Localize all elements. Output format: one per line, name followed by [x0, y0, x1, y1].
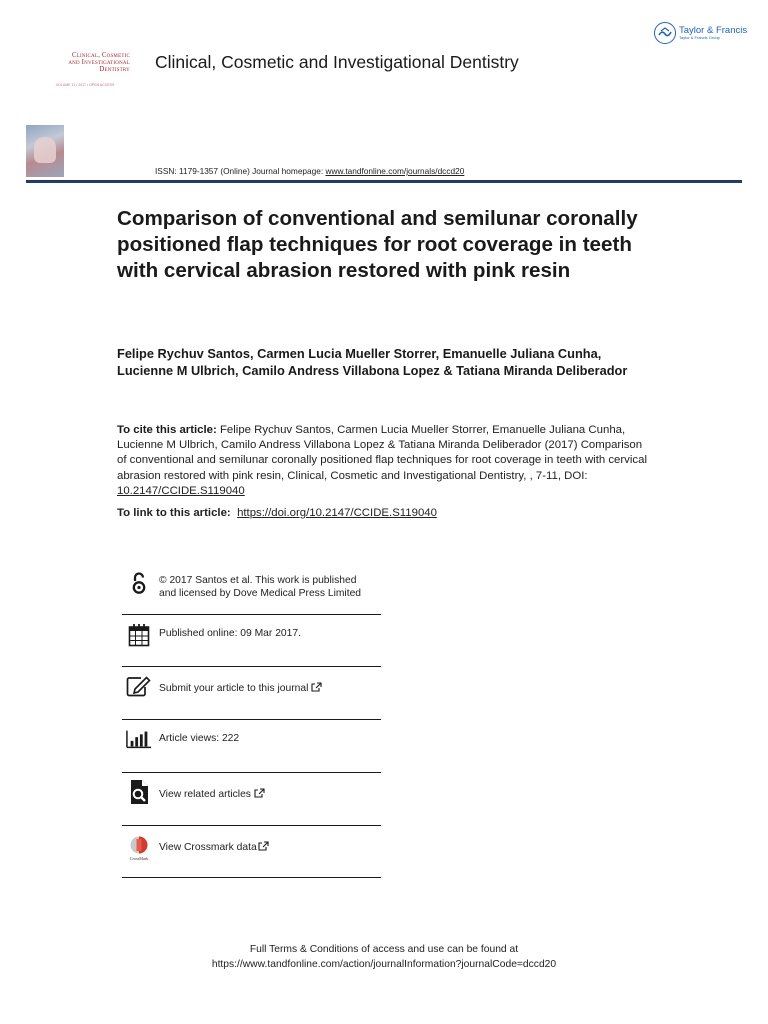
journal-logo-line1: Clinical, Cosmetic [71, 52, 130, 59]
citation-doi-link[interactable]: 10.2147/CCIDE.S119040 [117, 484, 245, 497]
journal-logo-subtitle: VOLUME 11 • 2017 • OPEN ACCESS [55, 83, 115, 88]
footer [0, 942, 768, 972]
published-date: Published online: 09 Mar 2017. [159, 628, 301, 639]
divider [122, 772, 381, 773]
calendar-icon [126, 623, 152, 647]
journal-logo-line2: and Investigational [68, 59, 130, 67]
citation-label: To cite this article: [117, 424, 217, 436]
footer-terms-link[interactable]: https://www.tandfonline.com/action/journalInformation?journalCode=dccd20 [211, 959, 557, 970]
article-doi-link[interactable]: https://doi.org/10.2147/CCIDE.S119040 [237, 507, 437, 519]
published-row [122, 620, 381, 650]
publisher-logo[interactable] [654, 22, 747, 44]
tooth-image [34, 137, 56, 163]
license-row[interactable] [122, 568, 381, 604]
crossmark-link[interactable]: View Crossmark data [159, 842, 257, 853]
crossmark-icon [126, 835, 152, 861]
divider [122, 825, 381, 826]
journal-logo [40, 52, 130, 87]
article-title: Comparison of conventional and semilunar coronally positioned flap techniques for root coverage in teeth with cervical abrasion restored with pink resin [117, 207, 638, 282]
external-link-icon [258, 841, 269, 856]
crossmark-badge-text: CrossMark [129, 856, 149, 861]
journal-homepage-link[interactable]: www.tandfonline.com/journals/dccd20 [325, 166, 465, 176]
open-access-icon [126, 572, 152, 596]
license-line-2: and licensed by Dove Medical Press Limited [159, 587, 362, 599]
citation-block [117, 423, 647, 499]
related-articles-link[interactable]: View related articles [159, 789, 251, 800]
divider [122, 719, 381, 720]
publisher-subname: Taylor & Francis Group [679, 35, 720, 41]
issn-text: ISSN: 1179-1357 (Online) Journal homepage: [155, 166, 326, 176]
article-link-label: To link to this article: [117, 507, 231, 519]
publisher-name: Taylor & Francis [679, 24, 748, 36]
submit-article-row[interactable] [122, 672, 381, 702]
license-line-1: © 2017 Santos et al. This work is published [159, 575, 357, 586]
journal-cover-thumbnail[interactable] [26, 125, 64, 177]
article-views-row [122, 725, 381, 755]
footer-terms-text: Full Terms & Conditions of access and use can be found at [249, 944, 519, 955]
issn-line [155, 166, 464, 176]
external-link-icon [311, 682, 322, 697]
external-link-icon [254, 788, 265, 803]
journal-title: Clinical, Cosmetic and Investigational Dentistry [155, 52, 519, 72]
divider [122, 877, 381, 878]
submit-article-link[interactable]: Submit your article to this journal [159, 683, 309, 694]
journal-logo-line3: Dentistry [99, 66, 130, 74]
header-rule-thick [26, 181, 742, 183]
article-authors: Felipe Rychuv Santos, Carmen Lucia Mueller Storrer, Emanuelle Juliana Cunha, Lucienne M Ulbrich, Camilo Andress Villabona Lopez & Tatiana Miranda Deliberador [117, 346, 628, 378]
article-views-count: Article views: 222 [159, 733, 240, 744]
publisher-logo-icon [654, 22, 676, 44]
citation-text: Felipe Rychuv Santos, Carmen Lucia Mueller Storrer, Emanuelle Juliana Cunha, Lucienne M Ulbrich, Camilo Andress Villabona Lopez & Tatiana Miranda Deliberador (2017) Comparison of conventional and semilunar coronally positioned flap techniques for root coverage in teeth with cervical abrasion restored with pink resin, Clinical, Cosmetic and Investigational Dentistry, , 7-11, DOI: [117, 424, 647, 482]
related-articles-row[interactable] [122, 778, 381, 808]
edit-icon [126, 675, 152, 697]
crossmark-row[interactable] [122, 831, 381, 863]
divider [122, 666, 381, 667]
divider [122, 614, 381, 615]
document-search-icon [126, 779, 152, 805]
article-link-line [117, 507, 437, 519]
bar-chart-icon [126, 729, 152, 749]
